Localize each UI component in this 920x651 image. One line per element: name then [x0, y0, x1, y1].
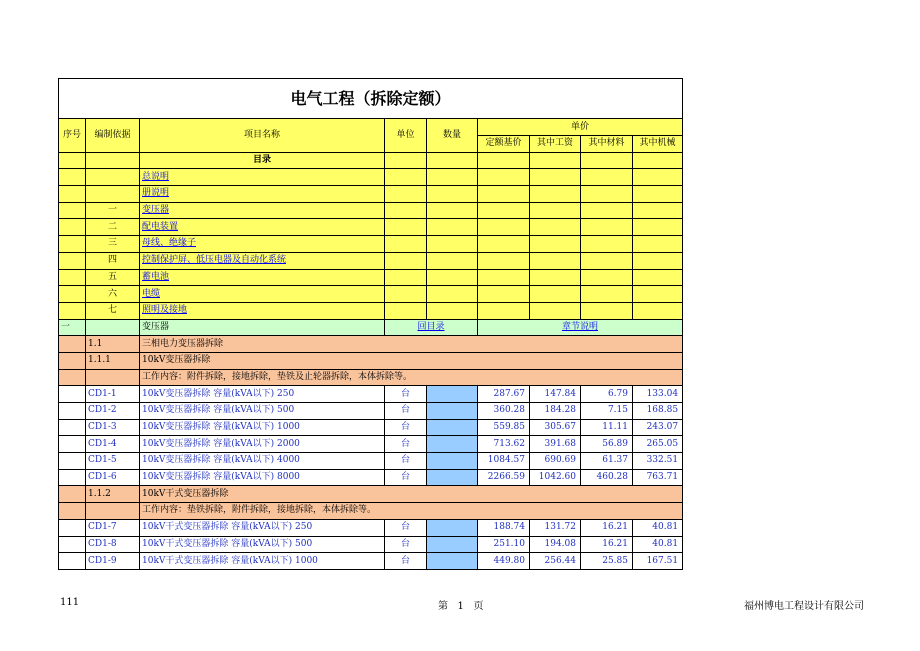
material-cost: 16.21 [581, 536, 633, 553]
footer-left: 111 [60, 597, 80, 608]
header-name: 项目名称 [140, 119, 385, 153]
toc-num: 三 [86, 236, 140, 253]
toc-row [59, 252, 683, 269]
toc-item[interactable] [140, 269, 385, 286]
labor-cost: 184.28 [530, 403, 581, 420]
base-price: 713.62 [478, 436, 530, 453]
quantity-input[interactable] [427, 553, 478, 570]
toc-item-link[interactable]: 总说明 [142, 171, 170, 182]
subsection-code: 1.1.1 [86, 352, 140, 369]
toc-item[interactable] [140, 302, 385, 319]
table-row [59, 419, 683, 436]
base-price: 360.28 [478, 403, 530, 420]
labor-cost: 194.08 [530, 536, 581, 553]
machine-cost: 167.51 [633, 553, 683, 570]
machine-cost: 265.05 [633, 436, 683, 453]
machine-cost: 168.85 [633, 403, 683, 420]
material-cost: 56.89 [581, 436, 633, 453]
table-row [59, 553, 683, 570]
base-price: 251.10 [478, 536, 530, 553]
machine-cost: 243.07 [633, 419, 683, 436]
machine-cost: 332.51 [633, 453, 683, 470]
item-unit: 台 [385, 403, 427, 420]
item-code: CD1-8 [86, 536, 140, 553]
item-name: 10kV变压器拆除 容量(kVA以下) 250 [140, 386, 385, 403]
quantity-input[interactable] [427, 536, 478, 553]
labor-cost: 147.84 [530, 386, 581, 403]
labor-cost: 690.69 [530, 453, 581, 470]
item-rows-dry-type [59, 519, 683, 569]
quantity-input[interactable] [427, 469, 478, 486]
quantity-input[interactable] [427, 519, 478, 536]
toc-item[interactable] [140, 202, 385, 219]
item-code: CD1-1 [86, 386, 140, 403]
toc-row [59, 219, 683, 236]
toc-num: 一 [86, 202, 140, 219]
toc-item-link[interactable]: 照明及接地 [142, 305, 188, 316]
item-code: CD1-2 [86, 403, 140, 420]
header-qty: 数量 [427, 119, 478, 153]
sheet-title: 电气工程（拆除定额） [59, 79, 683, 119]
item-name: 10kV变压器拆除 容量(kVA以下) 2000 [140, 436, 385, 453]
item-name: 10kV变压器拆除 容量(kVA以下) 1000 [140, 419, 385, 436]
table-row [59, 453, 683, 470]
item-rows-10kv [59, 386, 683, 486]
machine-cost: 40.81 [633, 519, 683, 536]
labor-cost: 1042.60 [530, 469, 581, 486]
item-name: 10kV干式变压器拆除 容量(kVA以下) 500 [140, 536, 385, 553]
material-cost: 25.85 [581, 553, 633, 570]
toc-item-link[interactable]: 电缆 [142, 288, 161, 299]
toc-item-link[interactable]: 配电装置 [142, 221, 179, 232]
item-unit: 台 [385, 419, 427, 436]
base-price: 287.67 [478, 386, 530, 403]
toc-item-link[interactable]: 控制保护屏、低压电器及自动化系统 [142, 255, 287, 266]
page-number [438, 597, 483, 612]
subsection-code: 1.1.2 [86, 486, 140, 503]
toc-num [86, 169, 140, 186]
item-name: 10kV干式变压器拆除 容量(kVA以下) 250 [140, 519, 385, 536]
toc-title: 目录 [140, 152, 385, 169]
material-cost: 460.28 [581, 469, 633, 486]
toc-row [59, 169, 683, 186]
machine-cost: 40.81 [633, 536, 683, 553]
base-price: 1084.57 [478, 453, 530, 470]
header-unit: 单位 [385, 119, 427, 153]
item-unit: 台 [385, 536, 427, 553]
header-unit-price: 单价 [478, 119, 683, 136]
toc-row [59, 202, 683, 219]
header-labor: 其中工资 [530, 136, 581, 153]
toc-item[interactable] [140, 169, 385, 186]
toc-num: 六 [86, 286, 140, 303]
labor-cost: 391.68 [530, 436, 581, 453]
header-basis: 编制依据 [86, 119, 140, 153]
item-code: CD1-4 [86, 436, 140, 453]
header-machine: 其中机械 [633, 136, 683, 153]
header-material: 其中材料 [581, 136, 633, 153]
table-row [59, 403, 683, 420]
machine-cost: 763.71 [633, 469, 683, 486]
item-unit: 台 [385, 386, 427, 403]
quantity-input[interactable] [427, 386, 478, 403]
toc-row [59, 186, 683, 203]
quantity-input[interactable] [427, 436, 478, 453]
toc-item[interactable] [140, 286, 385, 303]
toc-num: 七 [86, 302, 140, 319]
toc-row [59, 302, 683, 319]
header-seq: 序号 [59, 119, 86, 153]
back-to-toc-link[interactable]: 回目录 [417, 321, 445, 332]
toc-item-link[interactable]: 蓄电池 [142, 271, 170, 282]
item-unit: 台 [385, 436, 427, 453]
header-base-price: 定额基价 [478, 136, 530, 153]
labor-cost: 131.72 [530, 519, 581, 536]
section-code: 1.1 [86, 336, 140, 353]
labor-cost: 256.44 [530, 553, 581, 570]
toc-item[interactable] [140, 186, 385, 203]
toc-item[interactable] [140, 252, 385, 269]
toc-num [86, 186, 140, 203]
quota-sheet [58, 78, 683, 570]
table-row [59, 469, 683, 486]
base-price: 559.85 [478, 419, 530, 436]
item-unit: 台 [385, 519, 427, 536]
chapter-seq: 一 [59, 319, 86, 336]
machine-cost: 133.04 [633, 386, 683, 403]
quantity-input[interactable] [427, 403, 478, 420]
item-unit: 台 [385, 453, 427, 470]
toc-item[interactable] [140, 236, 385, 253]
footer-company: 福州博电工程设计有限公司 [744, 601, 864, 612]
item-code: CD1-6 [86, 469, 140, 486]
item-code: CD1-5 [86, 453, 140, 470]
item-name: 10kV干式变压器拆除 容量(kVA以下) 1000 [140, 553, 385, 570]
toc-item[interactable] [140, 219, 385, 236]
item-name: 10kV变压器拆除 容量(kVA以下) 8000 [140, 469, 385, 486]
toc-num: 四 [86, 252, 140, 269]
toc-row [59, 236, 683, 253]
table-row [59, 436, 683, 453]
toc-num: 二 [86, 219, 140, 236]
section-name: 三相电力变压器拆除 [140, 336, 683, 353]
work-content: 工作内容：附件拆除，接地拆除，垫铁及止轮器拆除，本体拆除等。 [140, 369, 683, 386]
table-row [59, 519, 683, 536]
material-cost: 16.21 [581, 519, 633, 536]
quantity-input[interactable] [427, 453, 478, 470]
toc-item-link[interactable]: 变压器 [142, 205, 170, 216]
work-content: 工作内容：垫铁拆除，附件拆除，接地拆除，本体拆除等。 [140, 503, 683, 520]
page-num: 1 [457, 601, 464, 612]
toc-list [59, 169, 683, 319]
base-price: 2266.59 [478, 469, 530, 486]
material-cost: 61.37 [581, 453, 633, 470]
item-code: CD1-7 [86, 519, 140, 536]
toc-row [59, 286, 683, 303]
item-name: 10kV变压器拆除 容量(kVA以下) 500 [140, 403, 385, 420]
toc-item-link[interactable]: 母线、绝缘子 [142, 238, 197, 249]
item-unit: 台 [385, 553, 427, 570]
material-cost: 7.15 [581, 403, 633, 420]
toc-num: 五 [86, 269, 140, 286]
base-price: 188.74 [478, 519, 530, 536]
subsection-name: 10kV干式变压器拆除 [140, 486, 683, 503]
toc-item-link[interactable]: 册说明 [142, 188, 170, 199]
table-row [59, 536, 683, 553]
subsection-name: 10kV变压器拆除 [140, 352, 683, 369]
table-row [59, 386, 683, 403]
chapter-name: 变压器 [140, 319, 385, 336]
page-suffix: 页 [473, 601, 484, 612]
material-cost: 11.11 [581, 419, 633, 436]
toc-row [59, 269, 683, 286]
item-code: CD1-9 [86, 553, 140, 570]
item-unit: 台 [385, 469, 427, 486]
material-cost: 6.79 [581, 386, 633, 403]
labor-cost: 305.67 [530, 419, 581, 436]
quantity-input[interactable] [427, 419, 478, 436]
item-name: 10kV变压器拆除 容量(kVA以下) 4000 [140, 453, 385, 470]
chapter-notes-link[interactable]: 章节说明 [562, 321, 599, 332]
item-code: CD1-3 [86, 419, 140, 436]
page-prefix: 第 [438, 601, 448, 612]
base-price: 449.80 [478, 553, 530, 570]
